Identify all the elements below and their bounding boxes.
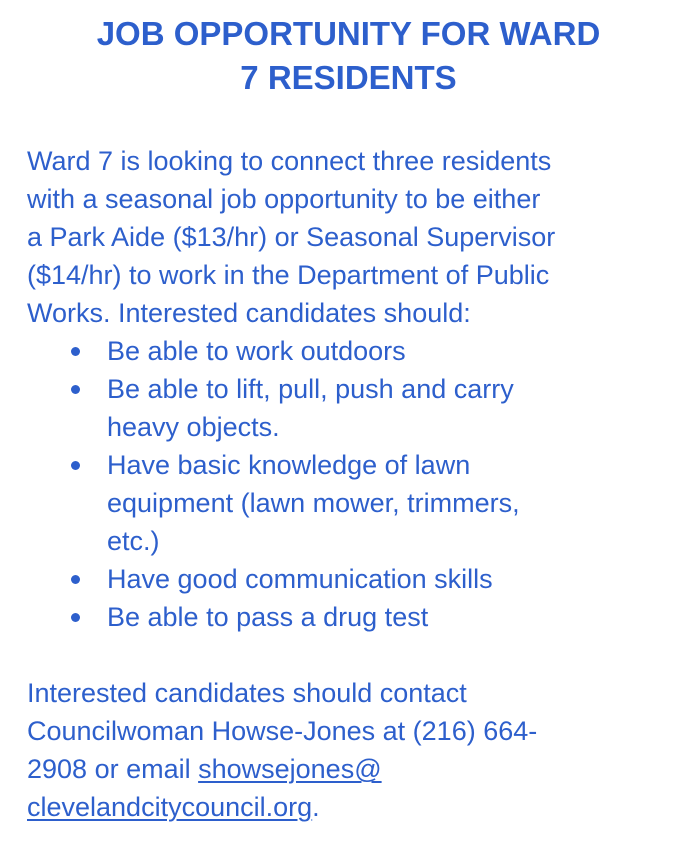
bullet-icon <box>71 347 80 356</box>
requirement-line: etc.) <box>107 526 160 556</box>
requirement-line: heavy objects. <box>107 412 280 442</box>
intro-line: ($14/hr) to work in the Department of Public <box>27 260 550 290</box>
requirement-line: Be able to work outdoors <box>107 336 406 366</box>
intro-line: Ward 7 is looking to connect three residents <box>27 146 552 176</box>
bullet-icon <box>71 461 80 470</box>
email-link-part-1[interactable]: showsejones@ <box>198 754 382 784</box>
requirement-line: Have good communication skills <box>107 564 493 594</box>
contact-line <box>27 750 677 788</box>
requirement-line: equipment (lawn mower, trimmers, <box>107 488 520 518</box>
contact-line: Interested candidates should contact <box>27 678 467 708</box>
contact-line: Councilwoman Howse-Jones at (216) 664- <box>27 716 538 746</box>
bullet-icon <box>71 385 80 394</box>
intro-line: Works. Interested candidates should: <box>27 298 471 328</box>
title-line-1: JOB OPPORTUNITY FOR WARD <box>96 15 601 52</box>
requirement-item <box>60 560 660 598</box>
requirement-item <box>60 446 660 560</box>
contact-phone-text: 2908 or email <box>27 754 199 784</box>
requirement-item <box>60 598 660 636</box>
requirement-item <box>60 332 660 370</box>
requirement-line: Have basic knowledge of lawn <box>107 450 471 480</box>
flyer-title <box>0 12 697 100</box>
bullet-icon <box>71 575 80 584</box>
requirement-line: Be able to pass a drug test <box>107 602 429 632</box>
requirement-line: Be able to lift, pull, push and carry <box>107 374 514 404</box>
title-line-2: 7 RESIDENTS <box>240 59 457 96</box>
intro-line: a Park Aide ($13/hr) or Seasonal Supervisor <box>27 222 556 252</box>
intro-paragraph <box>27 142 677 332</box>
bullet-icon <box>71 613 80 622</box>
intro-line: with a seasonal job opportunity to be either <box>27 184 541 214</box>
contact-line <box>27 788 677 826</box>
requirements-list <box>60 332 660 636</box>
requirement-item <box>60 370 660 446</box>
contact-paragraph <box>27 674 677 826</box>
email-link-part-2[interactable]: clevelandcitycouncil.org <box>27 792 313 822</box>
contact-period: . <box>312 792 320 822</box>
